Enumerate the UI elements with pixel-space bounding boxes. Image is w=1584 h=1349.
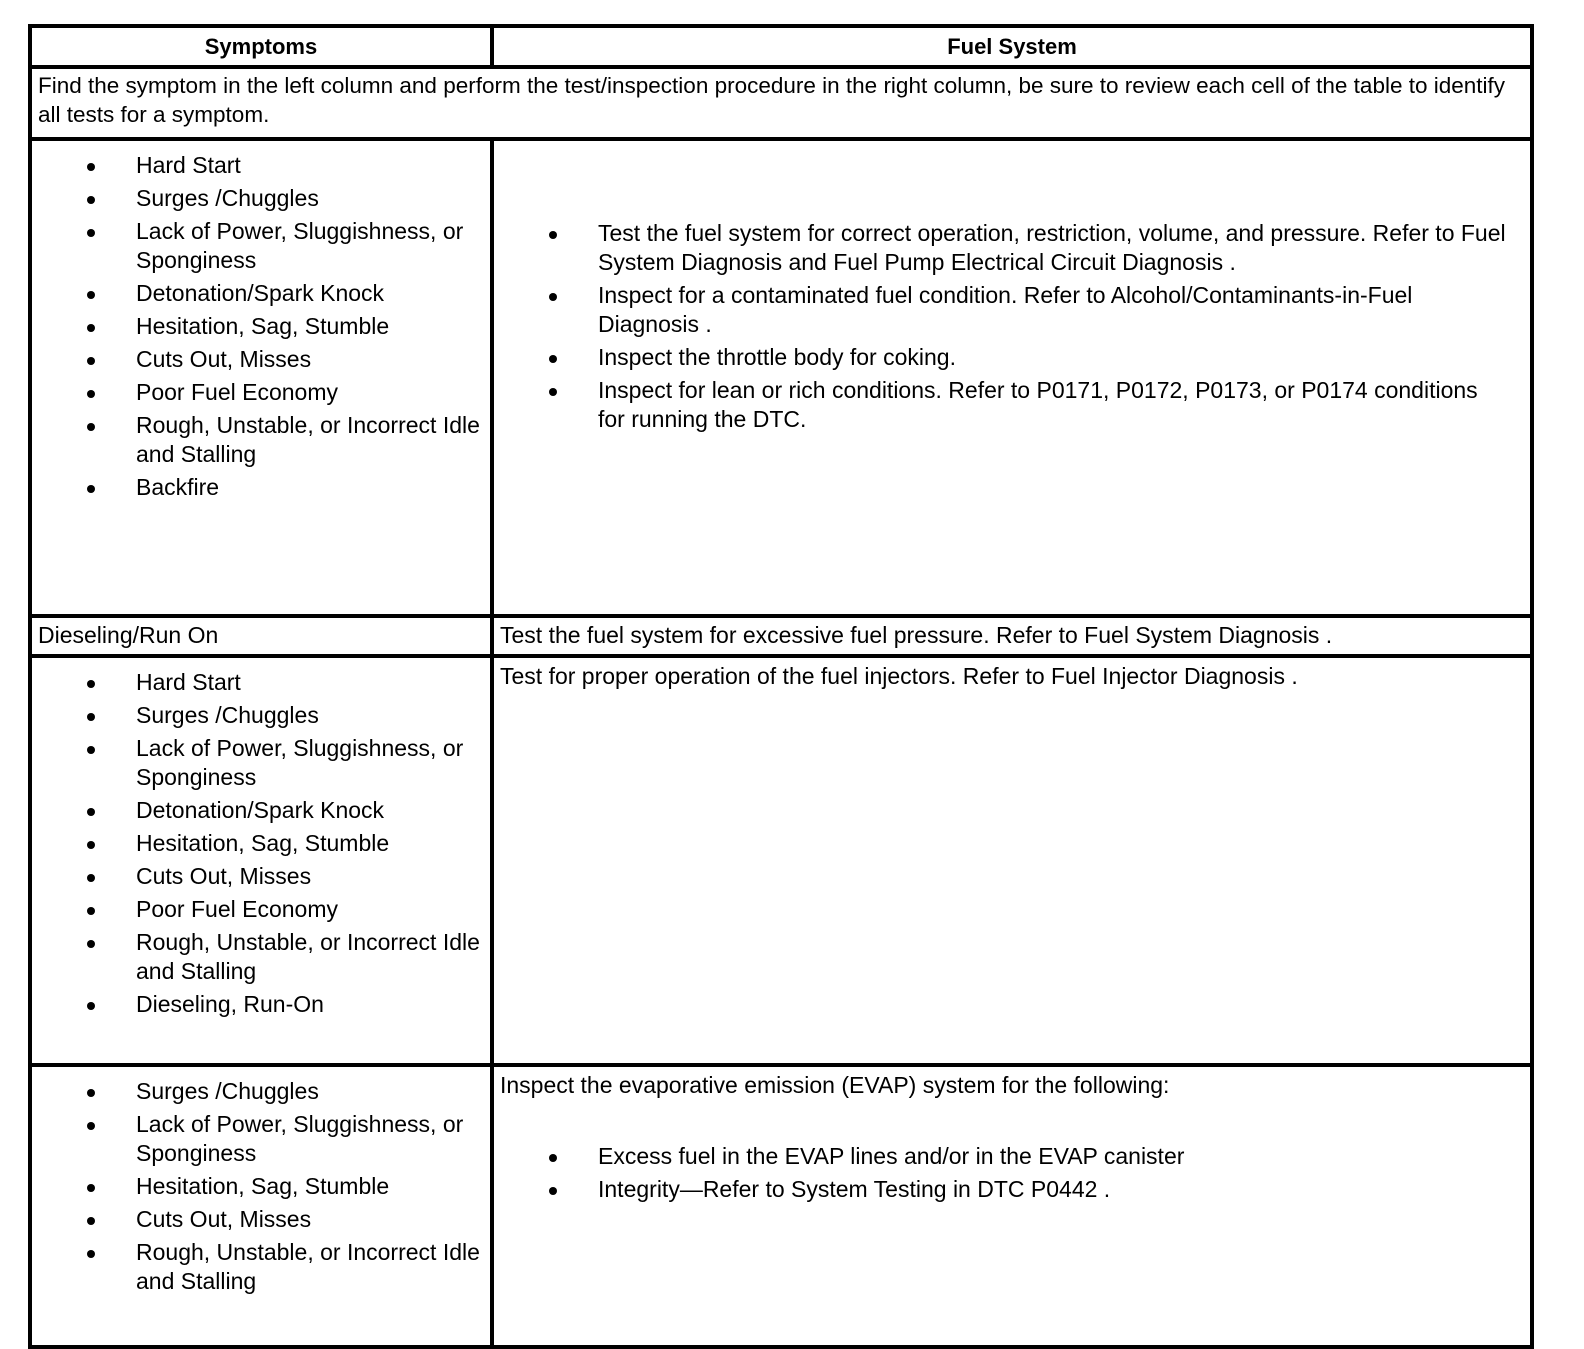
list-item: Inspect for a contaminated fuel condition. Refer to Alcohol/Contaminants-in-Fuel Diagnosis . — [494, 281, 1530, 339]
table-row — [30, 139, 1532, 616]
list-item: Surges /Chuggles — [32, 184, 490, 213]
symptom-list — [32, 1077, 490, 1296]
procedure-list — [500, 1142, 1524, 1204]
list-item: Rough, Unstable, or Incorrect Idle and Stalling — [32, 411, 490, 469]
header-row — [30, 26, 1532, 67]
list-item: Rough, Unstable, or Incorrect Idle and Stalling — [32, 1238, 490, 1296]
list-item: Surges /Chuggles — [32, 1077, 490, 1106]
list-item: Integrity—Refer to System Testing in DTC P0442 . — [500, 1175, 1524, 1204]
symptom-list — [32, 668, 490, 1019]
bullet-icon — [87, 1002, 95, 1010]
bullet-icon — [549, 355, 557, 363]
bullet-icon — [87, 423, 95, 431]
list-item: Excess fuel in the EVAP lines and/or in the EVAP canister — [500, 1142, 1524, 1171]
procedure-cell: Test for proper operation of the fuel injectors. Refer to Fuel Injector Diagnosis . — [492, 656, 1532, 1065]
procedure-cell — [492, 139, 1532, 616]
symptoms-table — [28, 24, 1534, 1349]
bullet-icon — [87, 324, 95, 332]
list-item: Rough, Unstable, or Incorrect Idle and Stalling — [32, 928, 490, 986]
bullet-icon — [87, 1217, 95, 1225]
symptom-list — [32, 151, 490, 502]
list-item: Lack of Power, Sluggishness, or Sponginess — [32, 217, 490, 275]
symptoms-cell — [30, 139, 492, 616]
bullet-icon — [87, 196, 95, 204]
procedure-list — [494, 219, 1530, 434]
bullet-icon — [87, 746, 95, 754]
list-item: Test the fuel system for correct operation, restriction, volume, and pressure. Refer to Fuel System Diagnosis and Fuel Pump Electrical Circuit Diagnosis . — [494, 219, 1530, 277]
bullet-icon — [549, 1154, 557, 1162]
list-item: Hesitation, Sag, Stumble — [32, 1172, 490, 1201]
symptoms-cell — [30, 1065, 492, 1347]
symptoms-cell — [30, 656, 492, 1065]
bullet-icon — [87, 357, 95, 365]
list-item: Hesitation, Sag, Stumble — [32, 312, 490, 341]
bullet-icon — [87, 713, 95, 721]
bullet-icon — [87, 485, 95, 493]
procedure-intro: Inspect the evaporative emission (EVAP) system for the following: — [500, 1072, 1170, 1098]
table-row — [30, 616, 1532, 656]
bullet-icon — [87, 940, 95, 948]
list-item: Surges /Chuggles — [32, 701, 490, 730]
list-item: Backfire — [32, 473, 490, 502]
list-item: Hard Start — [32, 151, 490, 180]
list-item: Hard Start — [32, 668, 490, 697]
bullet-icon — [87, 680, 95, 688]
intro-text: Find the symptom in the left column and perform the test/inspection procedure in the right column, be sure to review each cell of the table to identify all tests for a symptom. — [30, 67, 1532, 139]
bullet-icon — [87, 841, 95, 849]
list-item: Cuts Out, Misses — [32, 862, 490, 891]
table-row — [30, 656, 1532, 1065]
list-item: Inspect for lean or rich conditions. Refer to P0171, P0172, P0173, or P0174 conditions for running the DTC. — [494, 376, 1530, 434]
bullet-icon — [87, 1089, 95, 1097]
bullet-icon — [87, 874, 95, 882]
bullet-icon — [87, 808, 95, 816]
list-item: Detonation/Spark Knock — [32, 279, 490, 308]
bullet-icon — [87, 291, 95, 299]
list-item: Lack of Power, Sluggishness, or Sponginess — [32, 1110, 490, 1168]
list-item: Cuts Out, Misses — [32, 1205, 490, 1234]
procedure-cell — [492, 1065, 1532, 1347]
list-item: Hesitation, Sag, Stumble — [32, 829, 490, 858]
bullet-icon — [87, 229, 95, 237]
bullet-icon — [549, 388, 557, 396]
symptoms-column-header: Symptoms — [30, 26, 492, 67]
bullet-icon — [87, 163, 95, 171]
bullet-icon — [87, 390, 95, 398]
bullet-icon — [549, 293, 557, 301]
bullet-icon — [549, 231, 557, 239]
list-item: Lack of Power, Sluggishness, or Sponginess — [32, 734, 490, 792]
list-item: Poor Fuel Economy — [32, 378, 490, 407]
table-row — [30, 1065, 1532, 1347]
list-item: Cuts Out, Misses — [32, 345, 490, 374]
list-item: Inspect the throttle body for coking. — [494, 343, 1530, 372]
list-item: Detonation/Spark Knock — [32, 796, 490, 825]
intro-row — [30, 67, 1532, 139]
bullet-icon — [87, 1250, 95, 1258]
bullet-icon — [87, 1122, 95, 1130]
bullet-icon — [87, 1184, 95, 1192]
list-item: Poor Fuel Economy — [32, 895, 490, 924]
procedure-cell: Test the fuel system for excessive fuel pressure. Refer to Fuel System Diagnosis . — [492, 616, 1532, 656]
bullet-icon — [87, 907, 95, 915]
bullet-icon — [549, 1187, 557, 1195]
symptoms-cell: Dieseling/Run On — [30, 616, 492, 656]
list-item: Dieseling, Run-On — [32, 990, 490, 1019]
fuel-system-column-header: Fuel System — [492, 26, 1532, 67]
